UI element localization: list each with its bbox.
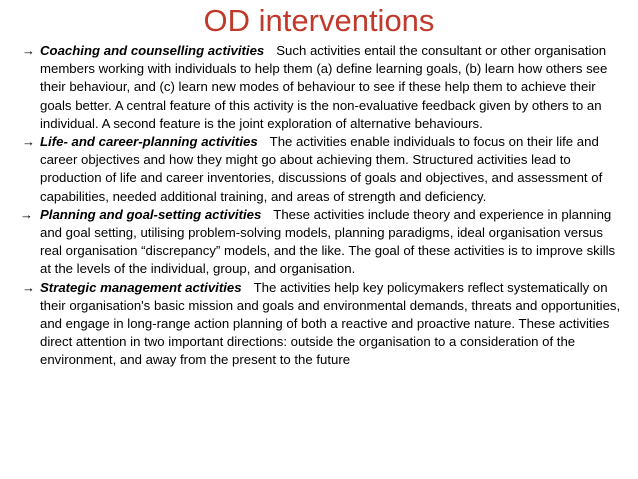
list-item-life-career [20, 133, 624, 206]
slide-title: OD interventions [203, 3, 435, 38]
item-text: The activities enable individuals to focus on their life and career objectives and how they might go about achieving them. Structured activities lead to production of life and career inventories, discussions of goals and objectives, and assessment of capabilities, needed additional training, and areas of strength and deficiency. [40, 134, 603, 204]
item-text: The activities help key policymakers reflect systematically on their organisation's basic mission and goals and environmental demands, threats and opportunities, and engage in long-range action planning of both a reactive and proactive nature. These activities direct attention in two important directions: outside the organisation to a consideration of the environment, and away from the present to the future [40, 279, 621, 368]
item-heading: Life- and career-planning activities [40, 134, 258, 150]
item-text: Such activities entail the consultant or other organisation members working with individuals to help them (a) define learning goals, (b) learn how others see their behaviour, and (c) learn new modes of behaviour to see if these help them to achieve their goals better. A central feature of this activity is the non-evaluative feedback given by others to an individual. A second feature is the joint exploration of alternative behaviours. [40, 43, 608, 131]
list-item-coaching [20, 42, 624, 133]
list-item-planning [20, 206, 624, 279]
list-item-strategic [20, 279, 624, 370]
arrow-bullet-icon: → [22, 43, 35, 58]
item-heading: Planning and goal-setting activities [40, 206, 262, 222]
arrow-bullet-icon: → [22, 279, 35, 295]
arrow-bullet-icon: → [22, 134, 35, 150]
arrow-bullet-icon: → [20, 206, 33, 222]
item-heading: Strategic management activities [40, 279, 242, 295]
item-heading: Coaching and counselling activities [40, 43, 265, 58]
item-text: These activities include theory and experience in planning and goal setting, utilising problem-solving models, planning paradigms, ideal organisation versus real organisation “discrepancy” models, and the like. The goal of these activities is to improve skills at the levels of the individual, group, and organisation. [40, 206, 616, 277]
slide-body [20, 42, 624, 370]
